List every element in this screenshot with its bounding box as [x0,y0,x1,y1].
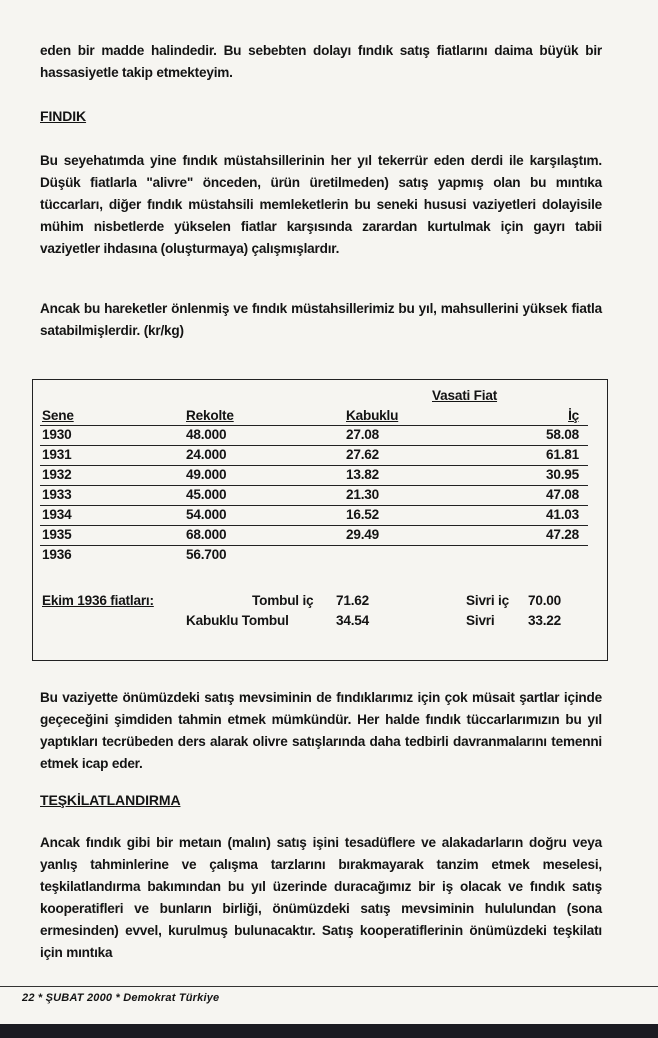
col-header-year: Sene [42,408,74,423]
cell-year: 1931 [42,447,72,462]
price-label-sivri-ic: Sivri iç [466,593,509,608]
cell-harvest: 56.700 [186,547,227,562]
table-rule [40,425,588,426]
cell-kernel: 41.03 [545,507,579,522]
col-header-harvest: Rekolte [186,408,234,423]
price-label-sivri: Sivri [466,613,495,628]
cell-harvest: 68.000 [186,527,227,542]
cell-shelled: 16.52 [346,507,380,522]
price-value-sivri: 33.22 [528,613,562,628]
bottom-edge-band [0,1024,658,1038]
footer-rule [0,986,658,987]
cell-shelled: 27.62 [346,447,380,462]
cell-shelled: 27.08 [346,427,380,442]
cell-year: 1934 [42,507,72,522]
cell-shelled: 13.82 [346,467,380,482]
page-footer: 22 * ŞUBAT 2000 * Demokrat Türkiye [22,992,220,1004]
cell-year: 1930 [42,427,72,442]
cell-harvest: 45.000 [186,487,227,502]
table-rule [40,545,588,546]
cell-shelled: 29.49 [346,527,380,542]
paragraph-high-prices: Ancak bu hareketler önlenmiş ve fındık müstahsillerimiz bu yıl, mahsullerini yüksek fiatla satabilmişlerdir. (kr/kg) [40,301,602,338]
cell-harvest: 49.000 [186,467,227,482]
price-label-tombul-ic: Tombul iç [252,593,314,608]
col-header-kernel: İç [568,408,579,423]
table-group-header: Vasati Fiat [432,388,498,403]
section-heading-findik: FINDIK [40,108,87,124]
cell-harvest: 54.000 [186,507,227,522]
price-value-sivri-ic: 70.00 [528,593,562,608]
cell-year: 1932 [42,467,72,482]
paragraph-farmers-troubles: Bu seyehatımda yine fındık müstahsillerinin her yıl tekerrür eden derdi ile karşılaştım. Düşük fiatlarla "alivre" önceden, ürün üretilmeden) satış yapmış olan bu mıntıka tüccarları, diğer fındık müstahsili memleketlerin bu seneki hususi vaziyetleri dolayisile mühim nisbetlerde yükselen fiatlar karşısında zarardan kurtulmak için gayrı tabii vaziyetler ihdasına (oluşturmaya) çalışmışlardır. [40,153,602,256]
cell-harvest: 48.000 [186,427,227,442]
section-heading-teskilatlandirma: TEŞKİLATLANDIRMA [40,792,181,808]
hazelnut-price-table [32,379,608,661]
table-rule [40,525,588,526]
cell-year: 1936 [42,547,72,562]
cell-kernel: 58.08 [545,427,579,442]
price-label-kabuklu-tombul: Kabuklu Tombul [186,613,289,628]
paragraph-cooperatives: Ancak fındık gibi bir metaın (malın) satış işini tesadüflere ve alakadarların doğru veya yanlış tahminlerine ve çalışma tarzlarını bırakmayarak tanzim etmek meselesi, teşkilatlandırma bakımından bu yıl üzerinde duracağımız bir iş olacak ve fındık satış kooperatifleri ve bunların birliği, önümüzdeki satış mevsiminin hululundan (sona ermesinden) evvel, kurulmuş bulunacaktır. Satış kooperatiflerinin önümüzdeki teşkilatı için mıntıka [40,835,602,960]
price-value-tombul-ic: 71.62 [336,593,370,608]
cell-year: 1935 [42,527,72,542]
intro-paragraph: eden bir madde halindedir. Bu sebebten dolayı fındık satış fiatlarını daima büyük bir hassasiyetle takip etmekteyim. [40,43,602,80]
cell-year: 1933 [42,487,72,502]
price-value-kabuklu-tombul: 34.54 [336,613,370,628]
col-header-shelled: Kabuklu [346,408,399,423]
table-rule [40,505,588,506]
paragraph-season-outlook: Bu vaziyette önümüzdeki satış mevsiminin de fındıklarımız için çok müsait şartlar içinde geçeceğini şimdiden tahmin etmek mümkündür. Her halde fındık tüccarlarımızın bu yıl yaptıkları tecrübeden ders alarak olivre satışlarında daha tedbirli davranmalarını temenni etmek icap eder. [40,690,602,771]
table-rule [40,485,588,486]
october-prices-label: Ekim 1936 fiatları: [42,593,154,608]
cell-kernel: 47.28 [545,527,579,542]
cell-shelled: 21.30 [346,487,380,502]
cell-kernel: 30.95 [545,467,579,482]
table-rule [40,465,588,466]
cell-harvest: 24.000 [186,447,227,462]
cell-kernel: 47.08 [545,487,579,502]
table-rule [40,445,588,446]
cell-kernel: 61.81 [545,447,579,462]
